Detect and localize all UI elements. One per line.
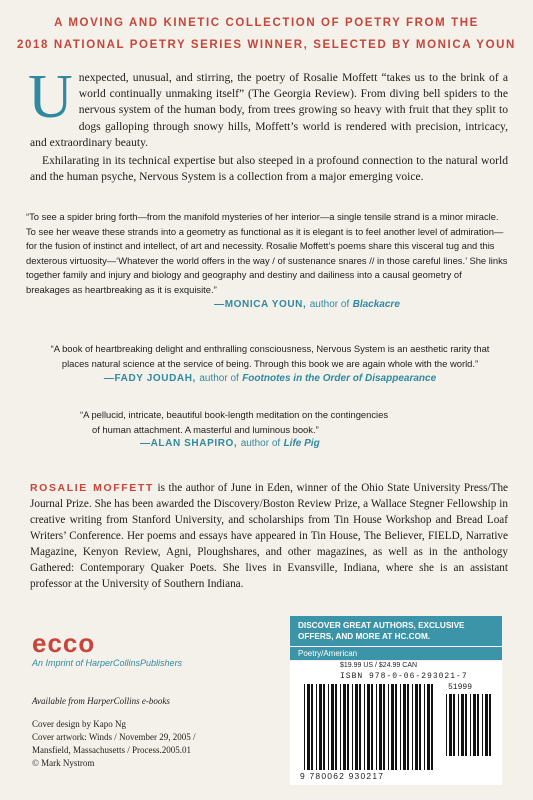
barcode-bar: [482, 694, 483, 756]
barcode-bar: [458, 694, 459, 756]
barcode-bar: [347, 684, 349, 770]
barcode-bar: [359, 684, 361, 770]
barcode-bar: [412, 684, 413, 770]
barcode-bar: [427, 684, 430, 770]
credit-line: Cover artwork: Winds / November 29, 2005 /: [32, 732, 196, 742]
attribution-book: Life Pig: [283, 438, 320, 450]
price-addon-number: 51999: [448, 683, 473, 692]
header-line-2: 2018 NATIONAL POETRY SERIES WINNER, SELECTED BY MONICA YOUN: [17, 39, 516, 51]
barcode-bar: [489, 694, 491, 756]
attribution-author: —FADY JOUDAH,: [103, 373, 196, 385]
price-addon-barcode: [446, 694, 494, 756]
barcode-bar: [331, 684, 334, 770]
blurb-line-1: “A pellucid, intricate, beautiful book-length meditation on the contingencies: [80, 409, 389, 420]
barcode-number: 9 780062 930217: [300, 771, 385, 781]
attribution-author: —MONICA YOUN,: [214, 298, 307, 310]
attribution-of: author of: [309, 298, 350, 310]
attribution-book: Footnotes in the Order of Disappearance: [242, 373, 437, 385]
genre-label: Poetry/American: [290, 646, 502, 660]
isbn-label: ISBN 978-0-06-293021-7: [340, 672, 468, 681]
barcode-bar: [395, 684, 397, 770]
barcode-bar: [453, 694, 455, 756]
barcode-bar: [388, 684, 389, 770]
barcode-bar: [364, 684, 365, 770]
intro-paragraph-1: nexpected, unusual, and stirring, the poetry of Rosalie Moffett “takes us to the brink of a world continually unmaking itself” (The Georgia Review). From diving bell spiders to the nervous system of the human body, from trees growing so heavy with fruit that they split to dogs galloping through snowy hills, Moffett’s world is rendered with precision, intricacy, and extraordinary beauty.: [30, 71, 508, 149]
barcode-bar: [470, 694, 471, 756]
isbn-barcode: [304, 684, 436, 770]
intro-paragraph-2: Exhilarating in its technical expertise but also steeped in a profound connection to the natural world and the human psyche, Nervous System is a collection from a major emerging voice.: [30, 154, 508, 184]
barcode-bar: [371, 684, 373, 770]
blurb-text: “To see a spider bring forth—from the manifold mysteries of her interior—a single tensile strand is a minor miracle. To see her weave these strands into a geometry as functional as it is elegant is to feel another level of admiration—for the fusion of instinct and intellect, of art and necessity. Rosalie Moffett’s poems share this visceral tug and this dexterous virtuosity—‘Whatever the world offers in the way / of sustenance snares // in those careful lines.’ She links together family and injury and biology and geography and destiny and dailiness into a causal geometry of breakages as heartbreaking as it is exquisite.”: [26, 211, 508, 295]
barcode-bar: [403, 684, 406, 770]
barcode-bar: [473, 694, 476, 756]
barcode-bar: [311, 684, 313, 770]
barcode-bar: [383, 684, 385, 770]
barcode-bar: [461, 694, 464, 756]
blurb-attribution: [80, 437, 500, 452]
header-line-1: A MOVING AND KINETIC COLLECTION OF POETRY FROM THE: [54, 17, 479, 29]
cover-credits: [32, 718, 282, 770]
blurb-attribution: [106, 298, 508, 313]
header-tagline: [0, 12, 533, 56]
barcode-bar: [307, 684, 310, 770]
blurb-youn: [26, 210, 508, 312]
barcode-bar: [316, 684, 317, 770]
barcode-bar: [485, 694, 488, 756]
barcode-bar: [446, 694, 447, 756]
bio-text: is the author of June in Eden, winner of the Ohio State University Press/The Journal Prize. She has been awarded the Discovery/Boston Review Prize, a Wallace Stegner Fellowship in creative writing from Stanford University, and scholarships from Tin House Workshop and Bread Loaf Writers’ Conference. Her poems and essays have appeared in Tin House, The Believer, FIELD, Narrative Magazine, Kenyon Review, Agni, Ploughshares, and other magazines, as well as in the anthology Gathered: Contemporary Quaker Poets. She lives in Evansville, Indiana, where she is an assistant professor at the University of Southern Indiana.: [30, 482, 508, 590]
blurb-shapiro: [80, 408, 500, 452]
credit-line: Mansfield, Massachusetts / Process.2005.01: [32, 745, 191, 755]
barcode-bar: [449, 694, 452, 756]
imprint-line: An Imprint of HarperCollinsPublishers: [32, 658, 183, 668]
barcode-bar: [415, 684, 418, 770]
bio-author-name: ROSALIE MOFFETT: [30, 482, 154, 494]
barcode-bar: [391, 684, 394, 770]
barcode-bar: [343, 684, 346, 770]
price-label: $19.99 US / $24.99 CAN: [340, 662, 418, 669]
author-bio: [30, 480, 508, 592]
barcode-bar: [352, 684, 353, 770]
barcode-bar: [335, 684, 337, 770]
blurb-text: “A book of heartbreaking delight and enthralling consciousness, Nervous System is an aesthetic rarity that places natural science at the service of being. Through this book we are again whole with the world.”: [50, 343, 490, 369]
barcode-bar: [431, 684, 433, 770]
barcode-bar: [355, 684, 358, 770]
barcode-bar: [323, 684, 325, 770]
barcode-bar: [419, 684, 421, 770]
blurb-joudah: [40, 342, 500, 387]
barcode-bar: [407, 684, 409, 770]
barcode-bar: [465, 694, 467, 756]
barcode-bar: [379, 684, 382, 770]
attribution-of: author of: [199, 373, 239, 385]
barcode-bar: [328, 684, 329, 770]
credit-line: Cover design by Kapo Ng: [32, 719, 126, 729]
promo-banner: DISCOVER GREAT AUTHORS, EXCLUSIVE OFFERS, AND MORE AT HC.COM.: [290, 616, 502, 646]
blurb-line-2: of human attachment. A masterful and luminous book.”: [92, 423, 319, 435]
credit-line: © Mark Nystrom: [32, 758, 95, 768]
barcode-bar: [400, 684, 401, 770]
ebook-availability: Available from HarperCollins e-books: [32, 696, 170, 706]
barcode-bar: [367, 684, 370, 770]
ecco-logo: ecco: [32, 628, 96, 658]
barcode-bar: [304, 684, 305, 770]
barcode-bar: [319, 684, 322, 770]
drop-cap: U: [28, 63, 73, 131]
blurb-attribution: [104, 373, 436, 384]
barcode-bar: [424, 684, 425, 770]
attribution-book: Blackacre: [352, 298, 400, 310]
attribution-author: —ALAN SHAPIRO,: [140, 438, 238, 450]
barcode-bar: [340, 684, 341, 770]
barcode-bar: [376, 684, 377, 770]
intro-copy: [28, 63, 508, 185]
attribution-of: author of: [240, 438, 281, 450]
barcode-bar: [477, 694, 479, 756]
